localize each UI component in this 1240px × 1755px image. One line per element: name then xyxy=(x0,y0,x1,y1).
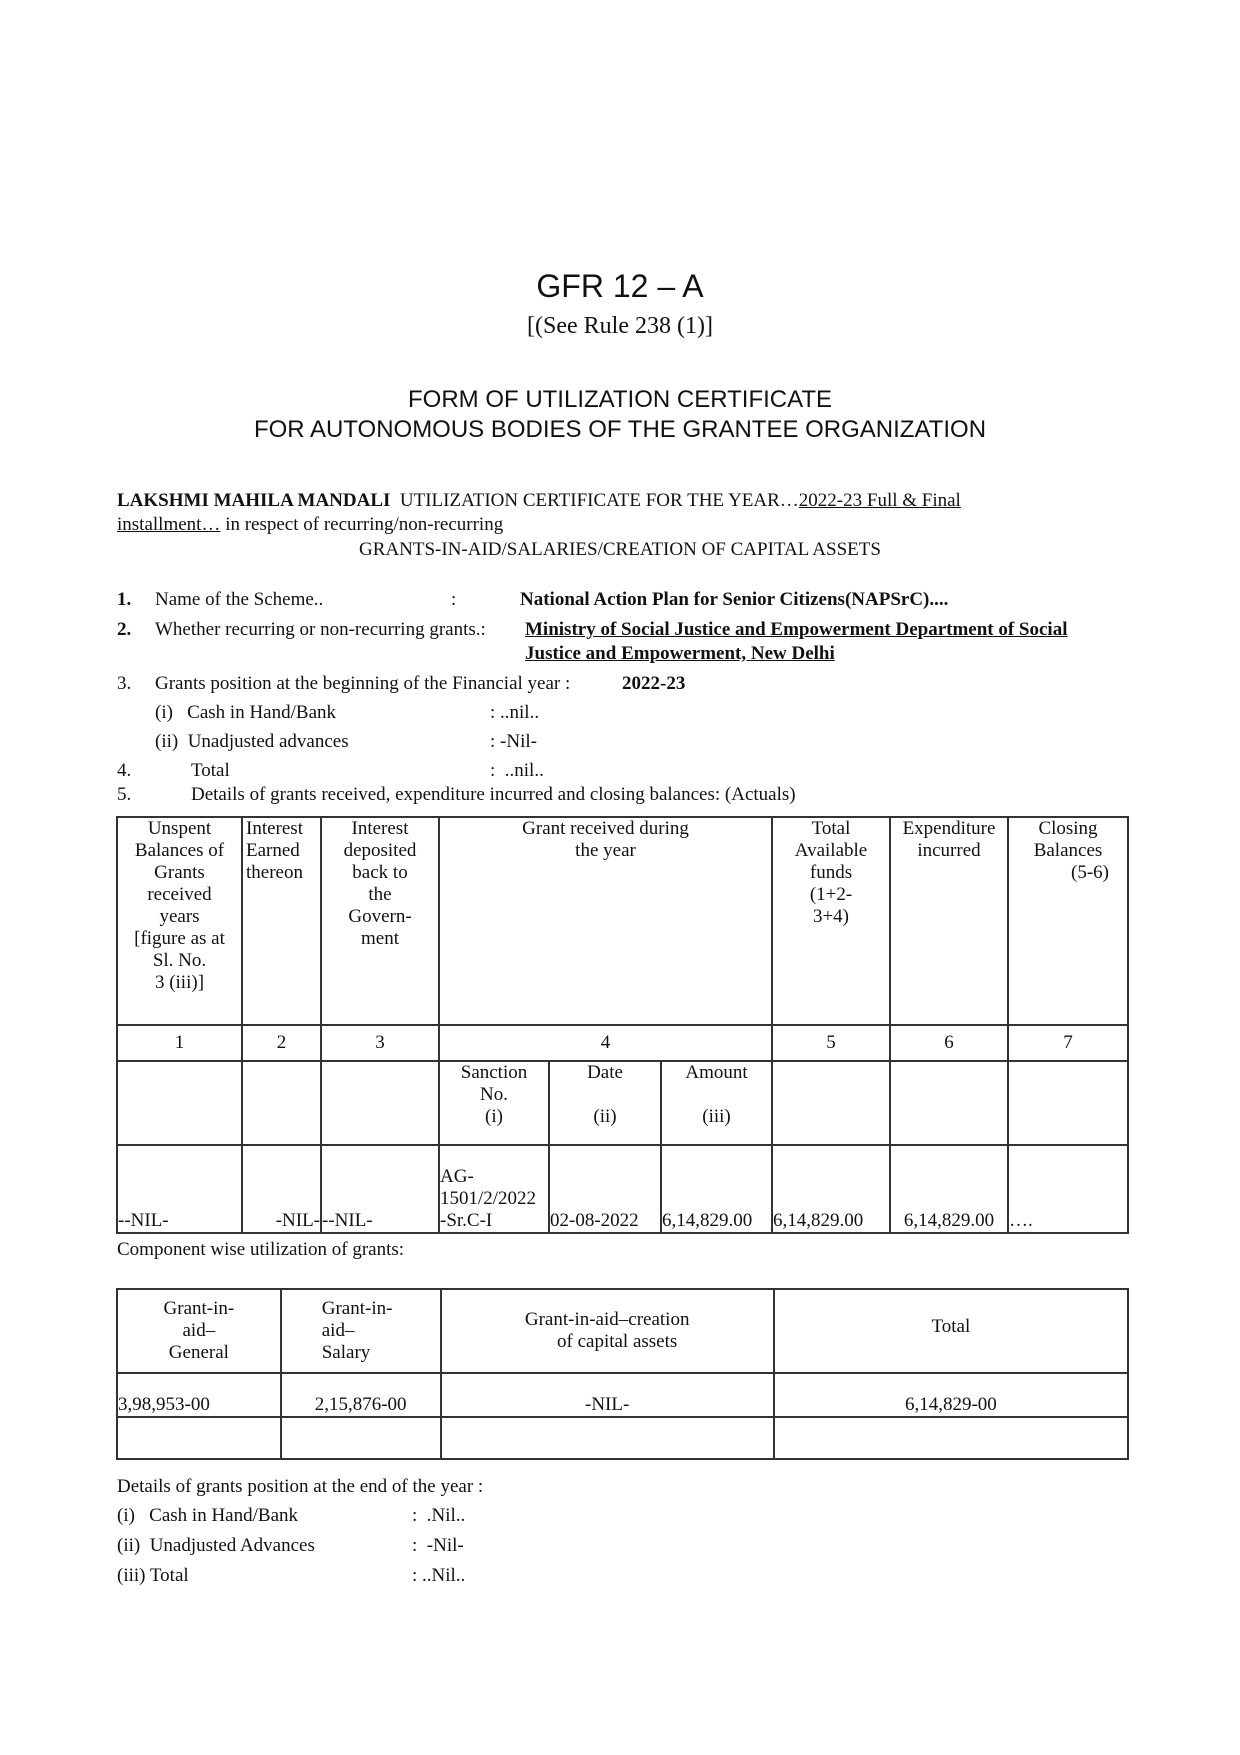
subheader-amount: Amount (iii) xyxy=(661,1061,772,1145)
header-unspent-balances: Unspent Balances of Grants received years [figure as at Sl. No. 3 (iii)] xyxy=(117,817,242,1025)
item3-number: 3. xyxy=(117,673,132,694)
item4-number: 4. xyxy=(117,760,132,781)
ministry-line2: Justice and Empowerment, New Delhi xyxy=(525,643,835,664)
unadjusted-advances-value: : -Nil- xyxy=(490,731,537,752)
item5-label: Details of grants received, expenditure incurred and closing balances: (Actuals) xyxy=(191,784,796,805)
header-total-available: Total Available funds (1+2- 3+4) xyxy=(772,817,890,1025)
header-grant-capital: Grant-in-aid–creation of capital assets xyxy=(441,1289,774,1373)
header-grant-salary: Grant-in- aid– Salary xyxy=(281,1289,441,1373)
component-header-row xyxy=(117,1289,1128,1373)
year-text: 2022-23 Full & Final xyxy=(798,490,961,511)
cell-unspent: --NIL- xyxy=(117,1145,242,1233)
cell-interest-earned: -NIL- xyxy=(242,1145,321,1233)
component-label: Component wise utilization of grants: xyxy=(117,1239,405,1260)
cell-interest-deposited: --NIL- xyxy=(321,1145,439,1233)
scheme-name: National Action Plan for Senior Citizens(NAPSrC).... xyxy=(520,589,949,610)
org-name: LAKSHMI MAHILA MANDALI xyxy=(117,490,391,511)
item2-number: 2. xyxy=(117,619,132,640)
cell-amount: 6,14,829.00 xyxy=(661,1145,772,1233)
unadjusted-advances-label: (ii) Unadjusted advances xyxy=(155,731,349,752)
installment-text: installment… xyxy=(117,514,221,535)
table-row xyxy=(117,1145,1128,1233)
cash-in-hand-label: (i) Cash in Hand/Bank xyxy=(155,702,337,723)
header-grant-received: Grant received during the year xyxy=(439,817,772,1025)
cert-text: UTILIZATION CERTIFICATE FOR THE YEAR… xyxy=(399,490,799,511)
subheader-sanction: Sanction No. (i) xyxy=(439,1061,549,1145)
col-num: 7 xyxy=(1008,1025,1128,1061)
cash-in-hand-value: : ..nil.. xyxy=(490,702,540,723)
subheader-date: Date (ii) xyxy=(549,1061,661,1145)
ministry-line1: Ministry of Social Justice and Empowerment Department of Social xyxy=(525,619,1068,640)
table-row xyxy=(117,1373,1128,1417)
header-closing-balances: Closing Balances (5-6) xyxy=(1008,817,1128,1025)
intro-line2 xyxy=(117,514,503,536)
end-position-heading: Details of grants position at the end of the year : xyxy=(117,1476,484,1497)
respect-text: in respect of recurring/non-recurring xyxy=(220,514,504,535)
form-code: GFR 12 – A xyxy=(536,268,704,304)
header-grant-general: Grant-in- aid– General xyxy=(117,1289,281,1373)
cell-total-available: 6,14,829.00 xyxy=(772,1145,890,1233)
header-interest-earned: Interest Earned thereon xyxy=(242,817,321,1025)
rule-reference: [(See Rule 238 (1)] xyxy=(527,313,713,339)
item1-label: Name of the Scheme.. xyxy=(155,589,324,610)
column-number-row xyxy=(117,1025,1128,1061)
end-total-value: : ..Nil.. xyxy=(412,1565,466,1586)
item5-number: 5. xyxy=(117,784,132,805)
cell-general: 3,98,953-00 xyxy=(117,1373,281,1417)
item3-label: Grants position at the beginning of the Financial year : xyxy=(155,673,571,694)
form-title-line1: FORM OF UTILIZATION CERTIFICATE xyxy=(408,386,832,413)
cell-total: 6,14,829-00 xyxy=(774,1373,1128,1417)
table-header-row xyxy=(117,817,1128,1025)
subheader-row xyxy=(117,1061,1128,1145)
col-num: 1 xyxy=(117,1025,242,1061)
header-total: Total xyxy=(774,1289,1128,1373)
table-row xyxy=(117,1417,1128,1459)
end-cash-label: (i) Cash in Hand/Bank xyxy=(117,1505,299,1526)
end-advances-label: (ii) Unadjusted Advances xyxy=(117,1535,315,1556)
item4-value: : ..nil.. xyxy=(490,760,544,781)
financial-year: 2022-23 xyxy=(622,673,686,694)
cell-closing: …. xyxy=(1008,1145,1128,1233)
header-expenditure: Expenditure incurred xyxy=(890,817,1008,1025)
end-advances-value: : -Nil- xyxy=(412,1535,464,1556)
item4-label: Total xyxy=(191,760,230,781)
cell-expenditure: 6,14,829.00 xyxy=(890,1145,1008,1233)
grants-table xyxy=(116,816,1129,1234)
cell-sanction-no: AG- 1501/2/2022 -Sr.C-I xyxy=(439,1145,549,1233)
intro-line1 xyxy=(117,490,961,512)
end-total-label: (iii) Total xyxy=(117,1565,189,1586)
component-table xyxy=(116,1288,1129,1460)
item1-colon: : xyxy=(451,589,457,610)
grants-line: GRANTS-IN-AID/SALARIES/CREATION OF CAPITAL ASSETS xyxy=(359,539,881,560)
col-num: 6 xyxy=(890,1025,1008,1061)
col-num: 4 xyxy=(439,1025,772,1061)
header-interest-deposited: Interest deposited back to the Govern- ment xyxy=(321,817,439,1025)
col-num: 2 xyxy=(242,1025,321,1061)
col-num: 3 xyxy=(321,1025,439,1061)
item2-label: Whether recurring or non-recurring grants.: xyxy=(155,619,486,640)
cell-salary: 2,15,876-00 xyxy=(281,1373,441,1417)
col-num: 5 xyxy=(772,1025,890,1061)
cell-capital: -NIL- xyxy=(441,1373,774,1417)
form-title-line2: FOR AUTONOMOUS BODIES OF THE GRANTEE ORGANIZATION xyxy=(253,416,987,443)
end-cash-value: : .Nil.. xyxy=(412,1505,466,1526)
cell-date: 02-08-2022 xyxy=(549,1145,661,1233)
item1-number: 1. xyxy=(117,589,132,610)
